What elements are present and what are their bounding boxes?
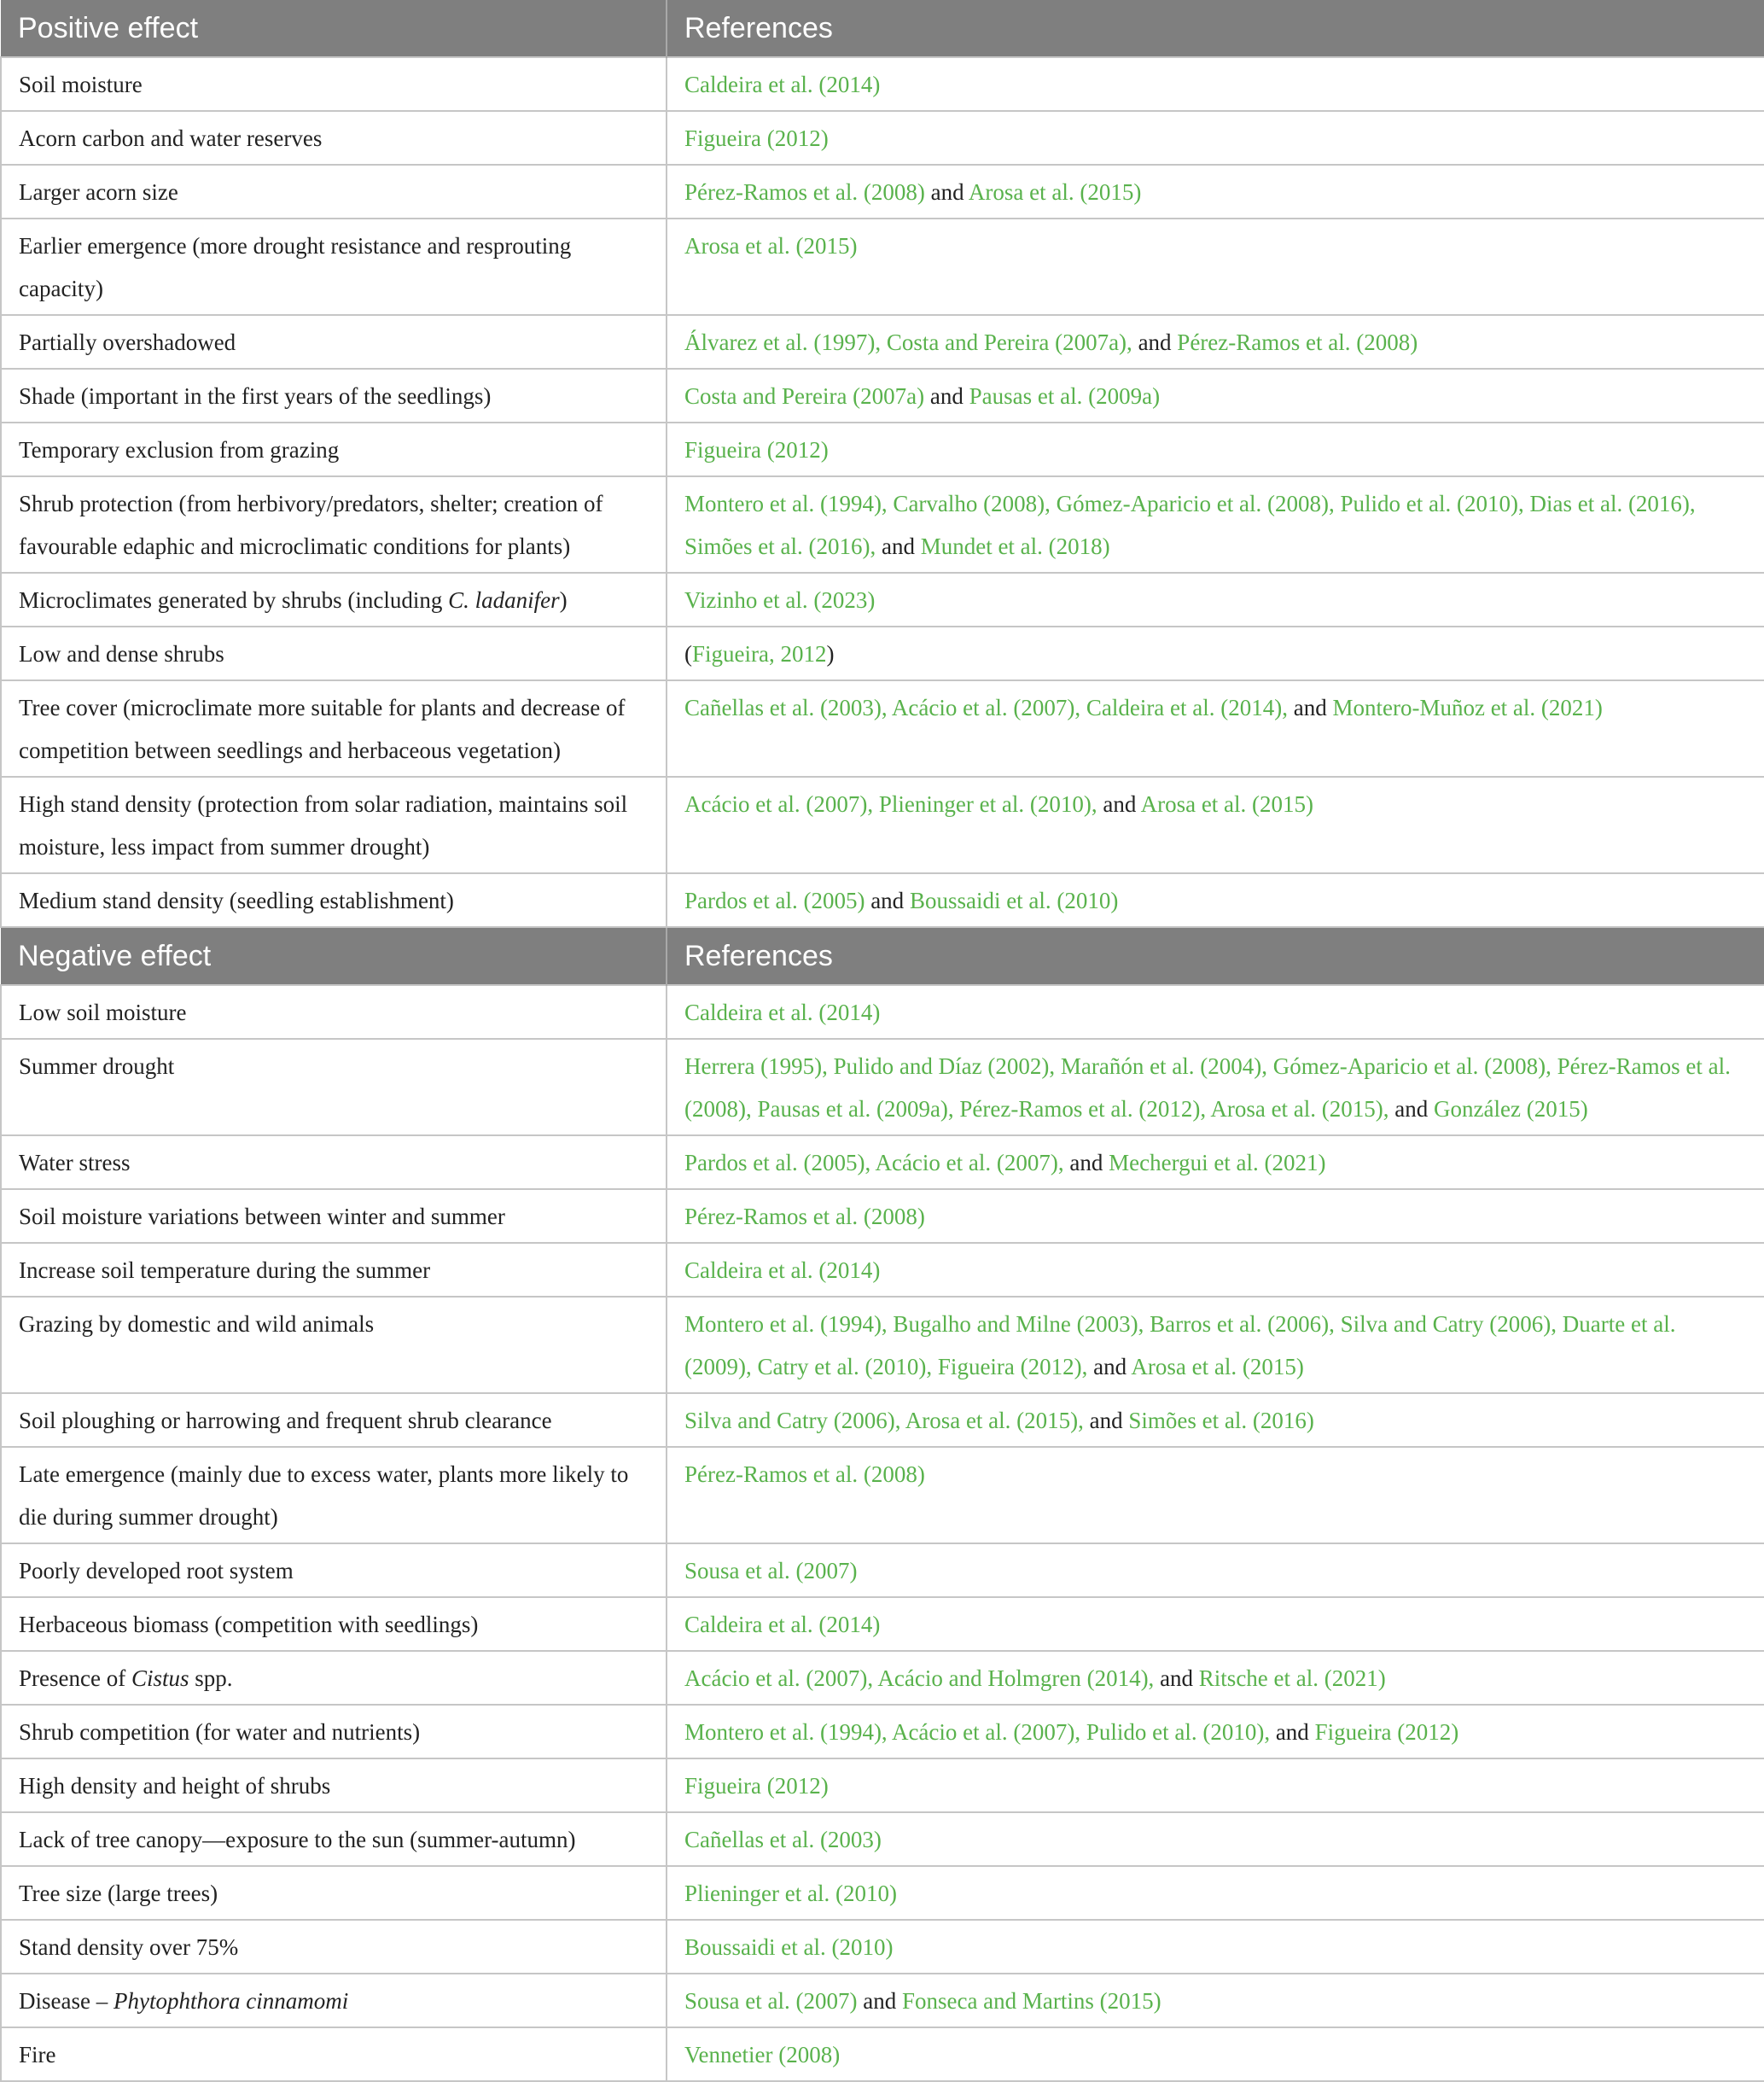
table-row <box>1 1651 1764 1705</box>
effect-text: Poorly developed root system <box>19 1558 294 1583</box>
reference-connector-text: and <box>876 534 921 559</box>
effect-text: spp. <box>189 1665 233 1691</box>
table-row <box>1 1135 1764 1189</box>
reference-link[interactable]: Acácio et al. (2007), Acácio and Holmgren (2014), <box>684 1665 1155 1691</box>
reference-link[interactable]: Herrera (1995), Pulido and Díaz (2002), Marañón et al. (2004), Gómez-Aparicio et al. (2008), Pérez-Ramos et al. (2008), Pausas et al. (2009a), Pérez-Ramos et al. (2012), Arosa et al. (2015), <box>684 1053 1731 1122</box>
reference-link[interactable]: Arosa et al. (2015) <box>1140 791 1314 817</box>
effect-text: Shrub protection (from herbivory/predators, shelter; creation of favourable edaphic and microclimatic conditions for plants) <box>19 491 603 559</box>
column-header-references: References <box>667 0 1764 57</box>
effect-text: Shade (important in the first years of the seedlings) <box>19 383 492 409</box>
reference-link[interactable]: Sousa et al. (2007) <box>684 1988 858 2014</box>
effect-cell <box>1 1758 667 1812</box>
reference-link[interactable]: Figueira, 2012 <box>692 641 827 667</box>
column-header-effect: Positive effect <box>1 0 667 57</box>
reference-link[interactable]: Arosa et al. (2015) <box>1131 1354 1304 1379</box>
table-row <box>1 1705 1764 1758</box>
table-row <box>1 1393 1764 1447</box>
references-cell <box>667 1243 1764 1297</box>
effect-text: Low and dense shrubs <box>19 641 224 667</box>
references-cell <box>667 1189 1764 1243</box>
effect-italic-text: Cistus <box>131 1665 189 1691</box>
reference-link[interactable]: Arosa et al. (2015) <box>968 179 1142 205</box>
effect-text: Microclimates generated by shrubs (including <box>19 587 449 613</box>
reference-connector-text: and <box>924 383 969 409</box>
table-row <box>1 1974 1764 2027</box>
references-cell <box>667 777 1764 873</box>
effect-cell <box>1 1447 667 1543</box>
effect-cell <box>1 1866 667 1920</box>
reference-link[interactable]: Cañellas et al. (2003) <box>684 1827 882 1852</box>
effect-cell <box>1 1705 667 1758</box>
effect-text: Stand density over 75% <box>19 1934 239 1960</box>
table-row <box>1 315 1764 369</box>
effects-table-body <box>1 0 1764 2081</box>
references-cell <box>667 165 1764 219</box>
effect-text: Fire <box>19 2042 56 2067</box>
effect-text: Grazing by domestic and wild animals <box>19 1311 375 1337</box>
reference-link[interactable]: Mundet et al. (2018) <box>920 534 1110 559</box>
effect-text: High stand density (protection from solar radiation, maintains soil moisture, less impact from summer drought) <box>19 791 628 860</box>
column-header-effect: Negative effect <box>1 927 667 985</box>
references-cell <box>667 1543 1764 1597</box>
effect-text: High density and height of shrubs <box>19 1773 331 1799</box>
references-cell <box>667 1651 1764 1705</box>
reference-connector-text: ) <box>826 641 835 667</box>
references-cell <box>667 1597 1764 1651</box>
table-row <box>1 1447 1764 1543</box>
reference-link[interactable]: Pérez-Ramos et al. (2008) <box>1177 330 1418 355</box>
references-cell <box>667 1920 1764 1974</box>
reference-link[interactable]: Montero et al. (1994), Bugalho and Milne (2003), Barros et al. (2006), Silva and Catry (2006), Duarte et al. (2009), Catry et al. (2010), Figueira (2012), <box>684 1311 1676 1379</box>
effect-cell <box>1 1393 667 1447</box>
reference-link[interactable]: Pérez-Ramos et al. (2008) <box>684 1461 925 1487</box>
effect-cell <box>1 1920 667 1974</box>
effect-cell <box>1 1297 667 1393</box>
references-cell <box>667 219 1764 315</box>
reference-connector-text: and <box>1270 1719 1315 1745</box>
effect-cell <box>1 2027 667 2081</box>
effect-cell <box>1 165 667 219</box>
reference-link[interactable]: Acácio et al. (2007), Plieninger et al. (2010), <box>684 791 1097 817</box>
effect-text: Low soil moisture <box>19 1000 187 1025</box>
table-row <box>1 1920 1764 1974</box>
references-cell <box>667 680 1764 777</box>
reference-link[interactable]: Figueira (2012) <box>684 1773 829 1799</box>
table-row <box>1 219 1764 315</box>
reference-link[interactable]: Mechergui et al. (2021) <box>1109 1150 1326 1175</box>
reference-link[interactable]: González (2015) <box>1434 1096 1588 1122</box>
references-cell <box>667 423 1764 476</box>
effect-text: Larger acorn size <box>19 179 178 205</box>
effect-cell <box>1 1543 667 1597</box>
references-cell <box>667 111 1764 165</box>
reference-connector-text: and <box>1388 1096 1435 1122</box>
reference-link[interactable]: Boussaidi et al. (2010) <box>909 888 1119 913</box>
effect-cell <box>1 985 667 1039</box>
table-row <box>1 476 1764 573</box>
reference-link[interactable]: Costa and Pereira (2007a) <box>684 383 925 409</box>
references-cell <box>667 1039 1764 1135</box>
effect-cell <box>1 1243 667 1297</box>
table-row <box>1 1597 1764 1651</box>
reference-link[interactable]: Silva and Catry (2006), Arosa et al. (2015), <box>684 1408 1084 1433</box>
effect-cell <box>1 1135 667 1189</box>
effect-cell <box>1 1189 667 1243</box>
effect-cell <box>1 57 667 111</box>
effect-cell <box>1 476 667 573</box>
table-row <box>1 1189 1764 1243</box>
references-cell <box>667 1705 1764 1758</box>
references-cell <box>667 573 1764 627</box>
reference-link[interactable]: Caldeira et al. (2014) <box>684 1257 881 1283</box>
reference-link[interactable]: Montero et al. (1994), Acácio et al. (2007), Pulido et al. (2010), <box>684 1719 1271 1745</box>
references-cell <box>667 1758 1764 1812</box>
reference-connector-text: and <box>1132 330 1178 355</box>
effect-text: Water stress <box>19 1150 131 1175</box>
effect-text: Medium stand density (seedling establishment) <box>19 888 454 913</box>
references-cell <box>667 985 1764 1039</box>
effect-cell <box>1 369 667 423</box>
effect-cell <box>1 315 667 369</box>
effect-cell <box>1 1039 667 1135</box>
effect-text: Soil moisture variations between winter and summer <box>19 1204 505 1229</box>
reference-link[interactable]: Montero-Muñoz et al. (2021) <box>1332 695 1603 720</box>
reference-connector-text: and <box>857 1988 902 2014</box>
effect-cell <box>1 873 667 927</box>
references-cell <box>667 1866 1764 1920</box>
table-row <box>1 1297 1764 1393</box>
reference-link[interactable]: Figueira (2012) <box>1314 1719 1459 1745</box>
reference-link[interactable]: Simões et al. (2016) <box>1128 1408 1314 1433</box>
reference-link[interactable]: Caldeira et al. (2014) <box>684 1000 881 1025</box>
table-row <box>1 1243 1764 1297</box>
reference-link[interactable]: Sousa et al. (2007) <box>684 1558 858 1583</box>
effect-text: Partially overshadowed <box>19 330 236 355</box>
effect-cell <box>1 680 667 777</box>
reference-connector-text: and <box>924 179 969 205</box>
reference-link[interactable]: Montero et al. (1994), Carvalho (2008), Gómez-Aparicio et al. (2008), Pulido et al. (2010), Dias et al. (2016), Simões et al. (2016), <box>684 491 1696 559</box>
effect-text: Late emergence (mainly due to excess water, plants more likely to die during summer drought) <box>19 1461 629 1530</box>
reference-link[interactable]: Boussaidi et al. (2010) <box>684 1934 894 1960</box>
effect-text: ) <box>559 587 568 613</box>
effect-cell <box>1 219 667 315</box>
column-header-references: References <box>667 927 1764 985</box>
effect-text: Summer drought <box>19 1053 175 1079</box>
table-row <box>1 423 1764 476</box>
references-cell <box>667 1447 1764 1543</box>
effect-cell <box>1 111 667 165</box>
references-cell <box>667 1393 1764 1447</box>
table-row <box>1 57 1764 111</box>
table-row <box>1 985 1764 1039</box>
reference-connector-text: ( <box>684 641 692 667</box>
effect-text: Earlier emergence (more drought resistance and resprouting capacity) <box>19 233 572 301</box>
effect-text: Soil moisture <box>19 72 143 97</box>
effect-text: Tree cover (microclimate more suitable for plants and decrease of competition between seedlings and herbaceous vegetation) <box>19 695 626 763</box>
table-row <box>1 1543 1764 1597</box>
reference-link[interactable]: Figueira (2012) <box>684 125 829 151</box>
reference-connector-text: and <box>1087 1354 1132 1379</box>
table-row <box>1 1866 1764 1920</box>
references-cell <box>667 1812 1764 1866</box>
effect-text: Tree size (large trees) <box>19 1881 218 1906</box>
table-row <box>1 1758 1764 1812</box>
reference-link[interactable]: Vizinho et al. (2023) <box>684 587 876 613</box>
table-row <box>1 1812 1764 1866</box>
positive-effect-header-row <box>1 0 1764 57</box>
reference-link[interactable]: Caldeira et al. (2014) <box>684 1612 881 1637</box>
reference-link[interactable]: Álvarez et al. (1997), Costa and Pereira (2007a), <box>684 330 1132 355</box>
effect-text: Disease – <box>19 1988 114 2014</box>
reference-link[interactable]: Ritsche et al. (2021) <box>1198 1665 1386 1691</box>
effect-text: Increase soil temperature during the summer <box>19 1257 431 1283</box>
reference-connector-text: and <box>1063 1150 1109 1175</box>
table-row <box>1 573 1764 627</box>
references-cell <box>667 2027 1764 2081</box>
references-cell <box>667 873 1764 927</box>
references-cell <box>667 315 1764 369</box>
table-row <box>1 1039 1764 1135</box>
table-row <box>1 680 1764 777</box>
effect-text: Soil ploughing or harrowing and frequent shrub clearance <box>19 1408 552 1433</box>
effect-text: Herbaceous biomass (competition with seedlings) <box>19 1612 479 1637</box>
reference-link[interactable]: Pausas et al. (2009a) <box>969 383 1161 409</box>
reference-link[interactable]: Figueira (2012) <box>684 437 829 463</box>
effect-cell <box>1 1812 667 1866</box>
table-row <box>1 627 1764 680</box>
reference-connector-text: and <box>865 888 910 913</box>
table-row <box>1 873 1764 927</box>
effect-italic-text: Phytophthora cinnamomi <box>113 1988 349 2014</box>
effect-cell <box>1 627 667 680</box>
reference-link[interactable]: Cañellas et al. (2003), Acácio et al. (2007), Caldeira et al. (2014), <box>684 695 1288 720</box>
effect-text: Shrub competition (for water and nutrients) <box>19 1719 421 1745</box>
references-cell <box>667 1297 1764 1393</box>
effect-text: Presence of <box>19 1665 131 1691</box>
references-cell <box>667 57 1764 111</box>
reference-connector-text: and <box>1154 1665 1199 1691</box>
reference-connector-text: and <box>1083 1408 1129 1433</box>
reference-link[interactable]: Arosa et al. (2015) <box>684 233 858 259</box>
reference-link[interactable]: Pérez-Ramos et al. (2008) <box>684 179 925 205</box>
effect-text: Temporary exclusion from grazing <box>19 437 340 463</box>
table-row <box>1 369 1764 423</box>
references-cell <box>667 476 1764 573</box>
reference-link[interactable]: Plieninger et al. (2010) <box>684 1881 897 1906</box>
reference-link[interactable]: Vennetier (2008) <box>684 2042 841 2067</box>
reference-connector-text: and <box>1097 791 1141 817</box>
negative-effect-header-row <box>1 927 1764 985</box>
reference-link[interactable]: Pardos et al. (2005), Acácio et al. (2007), <box>684 1150 1064 1175</box>
reference-link[interactable]: Fonseca and Martins (2015) <box>901 1988 1161 2014</box>
effect-cell <box>1 777 667 873</box>
table-row <box>1 111 1764 165</box>
effect-cell <box>1 1974 667 2027</box>
table-row <box>1 777 1764 873</box>
table-row <box>1 165 1764 219</box>
effect-cell <box>1 1597 667 1651</box>
reference-link[interactable]: Pardos et al. (2005) <box>684 888 865 913</box>
reference-connector-text: and <box>1288 695 1333 720</box>
table-row <box>1 2027 1764 2081</box>
references-cell <box>667 369 1764 423</box>
reference-link[interactable]: Pérez-Ramos et al. (2008) <box>684 1204 925 1229</box>
effect-text: Lack of tree canopy—exposure to the sun (summer-autumn) <box>19 1827 576 1852</box>
reference-link[interactable]: Caldeira et al. (2014) <box>684 72 881 97</box>
references-cell <box>667 1974 1764 2027</box>
effect-cell <box>1 573 667 627</box>
effect-cell <box>1 423 667 476</box>
effect-cell <box>1 1651 667 1705</box>
references-cell <box>667 627 1764 680</box>
references-cell <box>667 1135 1764 1189</box>
effect-text: Acorn carbon and water reserves <box>19 125 323 151</box>
effect-italic-text: C. ladanifer <box>448 587 560 613</box>
